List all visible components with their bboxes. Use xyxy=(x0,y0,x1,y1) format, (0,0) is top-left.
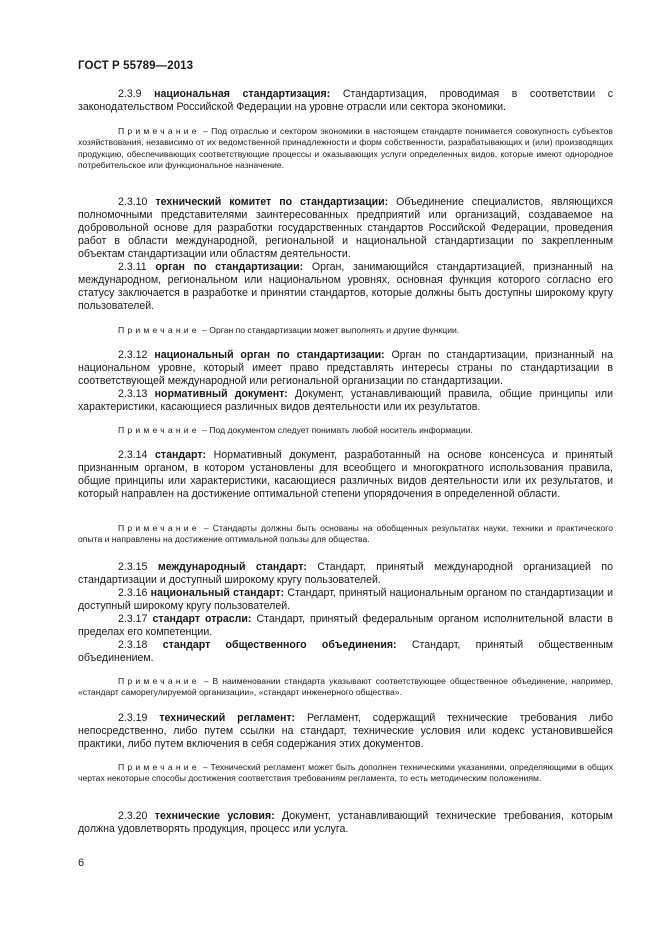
clause-text: Орган, занимающийся стандартизацией, признанный на международном, региональном или национальном уровнях, основная функция которого согласно его статусу заключается в разработке и принятии стандартов, которые должны быть доступны широкому кругу пользователей. xyxy=(78,261,613,313)
note-label: Примечание xyxy=(118,425,200,435)
clause-2-3-12 xyxy=(78,349,613,388)
clause-number: 2.3.16 xyxy=(118,587,148,599)
note-text: – Стандарты должны быть основаны на обобщенных результатах науки, техники и практического опыта и направлены на достижение оптимальной пользы для общества. xyxy=(78,523,613,545)
clause-term: орган по стандартизации: xyxy=(155,261,304,273)
note-text: – Орган по стандартизации может выполнять и другие функции. xyxy=(202,325,460,335)
clause-text: Регламент, содержащий технические требования либо непосредственно, либо путем ссылки на стандарт, технические условия или кодекс установившейся практики, либо путем включения в себя содержания этих документов. xyxy=(78,712,613,751)
clause-2-3-16 xyxy=(78,587,613,613)
clause-number: 2.3.10 xyxy=(118,196,148,208)
clause-term: нормативный документ: xyxy=(154,388,288,400)
note-text: – В наименовании стандарта указывают соответствующее общественное объединение, например, «стандарт саморегулируемой организации», «стандарт инженерного общества». xyxy=(78,676,613,698)
clause-term: технический регламент: xyxy=(159,712,296,724)
document-header: ГОСТ Р 55789—2013 xyxy=(78,60,194,72)
clause-2-3-20 xyxy=(78,810,613,836)
clause-text: Стандарт, принятый федеральным органом исполнительной власти в пределах его компетенции. xyxy=(78,613,613,639)
clause-2-3-18 xyxy=(78,639,613,665)
clause-text: Стандарт, принятый общественным объединением. xyxy=(78,639,614,665)
clause-2-3-10 xyxy=(78,196,613,261)
note-document xyxy=(78,425,613,436)
note-sector xyxy=(78,126,613,172)
note-organ xyxy=(78,325,613,336)
clause-number: 2.3.19 xyxy=(118,712,148,724)
note-label: Примечание xyxy=(118,523,200,533)
clause-term: стандарт: xyxy=(155,449,207,461)
note-text: – Под отраслью и сектором экономики в настоящем стандарте понимается совокупность субъектов хозяйствования, независимо от их ведомственной принадлежности и форм собственности, разрабатывающих и (или) производящих продукцию, обеспечивающих соответствующие процессы и оказывающих услуги определенных видов, которые имеют однородное потребительское или функциональное назначение. xyxy=(78,126,614,171)
clause-text: Стандарт, принятый национальным органом по стандартизации и доступный широкому кругу пользователей. xyxy=(78,587,613,613)
clause-text: Документ, устанавливающий технические требования, которым должна удовлетворять продукция, процесс или услуга. xyxy=(78,810,613,836)
clause-2-3-14 xyxy=(78,449,613,501)
clause-term: международный стандарт: xyxy=(157,561,307,573)
clause-term: национальный стандарт: xyxy=(150,587,285,599)
clause-number: 2.3.18 xyxy=(118,639,148,651)
clause-term: стандарт отрасли: xyxy=(152,613,252,625)
clause-text: Стандартизация, проводимая в соответствии с законодательством Российской Федерации на уровне отрасли или сектора экономики. xyxy=(78,88,613,114)
clause-2-3-11 xyxy=(78,261,613,313)
note-regulation xyxy=(78,762,613,785)
clause-number: 2.3.11 xyxy=(118,261,147,273)
note-standard xyxy=(78,523,613,546)
clause-number: 2.3.13 xyxy=(118,388,148,400)
clause-number: 2.3.17 xyxy=(118,613,148,625)
clause-number: 2.3.9 xyxy=(118,88,142,100)
clause-term: стандарт общественного объединения: xyxy=(162,639,397,651)
clause-text: Объединение специалистов, являющихся полномочными представителями заинтересованных предприятий или организаций, создаваемое на добровольной основе для разработки государственных стандартов Российской Федерации, проведения работ в области международной, региональной и национальной стандартизации по закрепленным объектам стандартизации или областям деятельности. xyxy=(78,196,613,261)
note-text: – Технический регламент может быть дополнен техническими указаниями, определяющими в общих чертах некоторые способы достижения соответствия требованиям регламента, то есть методическим положениям. xyxy=(78,762,613,784)
clause-term: технический комитет по стандартизации: xyxy=(155,196,389,208)
clause-2-3-13 xyxy=(78,388,613,414)
clause-term: технические условия: xyxy=(154,810,275,822)
clause-text: Документ, устанавливающий правила, общие принципы или характеристики, касающиеся различных видов деятельности или их результатов. xyxy=(78,388,613,414)
clause-number: 2.3.20 xyxy=(118,810,148,822)
clause-number: 2.3.15 xyxy=(118,561,148,573)
clause-text: Орган по стандартизации, признанный на национальном уровне, который имеет право представлять интересы страны по стандартизации в соответствующей международной или региональной организации по стандартизации. xyxy=(78,349,613,388)
note-text: – Под документом следует понимать любой носитель информации. xyxy=(202,425,473,435)
clause-text: Нормативный документ, разработанный на основе консенсуса и принятый признанным органом, в котором установлены для всеобщего и многократного использования правила, общие принципы или характеристики, касающиеся различных видов деятельности или их результатов, и который направлен на достижение оптимальной степени упорядочения в определенной области. xyxy=(78,449,613,501)
clause-term: национальная стандартизация: xyxy=(154,88,331,100)
clause-number: 2.3.14 xyxy=(118,449,148,461)
clause-2-3-19 xyxy=(78,712,613,751)
note-association xyxy=(78,676,613,699)
clause-2-3-17 xyxy=(78,613,613,639)
note-label: Примечание xyxy=(118,762,200,772)
clause-2-3-9 xyxy=(78,88,613,114)
page-number: 6 xyxy=(78,857,85,869)
note-label: Примечание xyxy=(118,676,200,686)
clause-text: Стандарт, принятый международной организацией по стандартизации и доступный широкому кругу пользователей. xyxy=(78,561,613,587)
note-label: Примечание xyxy=(118,126,200,136)
clause-number: 2.3.12 xyxy=(118,349,148,361)
clause-term: национальный орган по стандартизации: xyxy=(154,349,385,361)
clause-2-3-15 xyxy=(78,561,613,587)
note-label: Примечание xyxy=(118,325,200,335)
